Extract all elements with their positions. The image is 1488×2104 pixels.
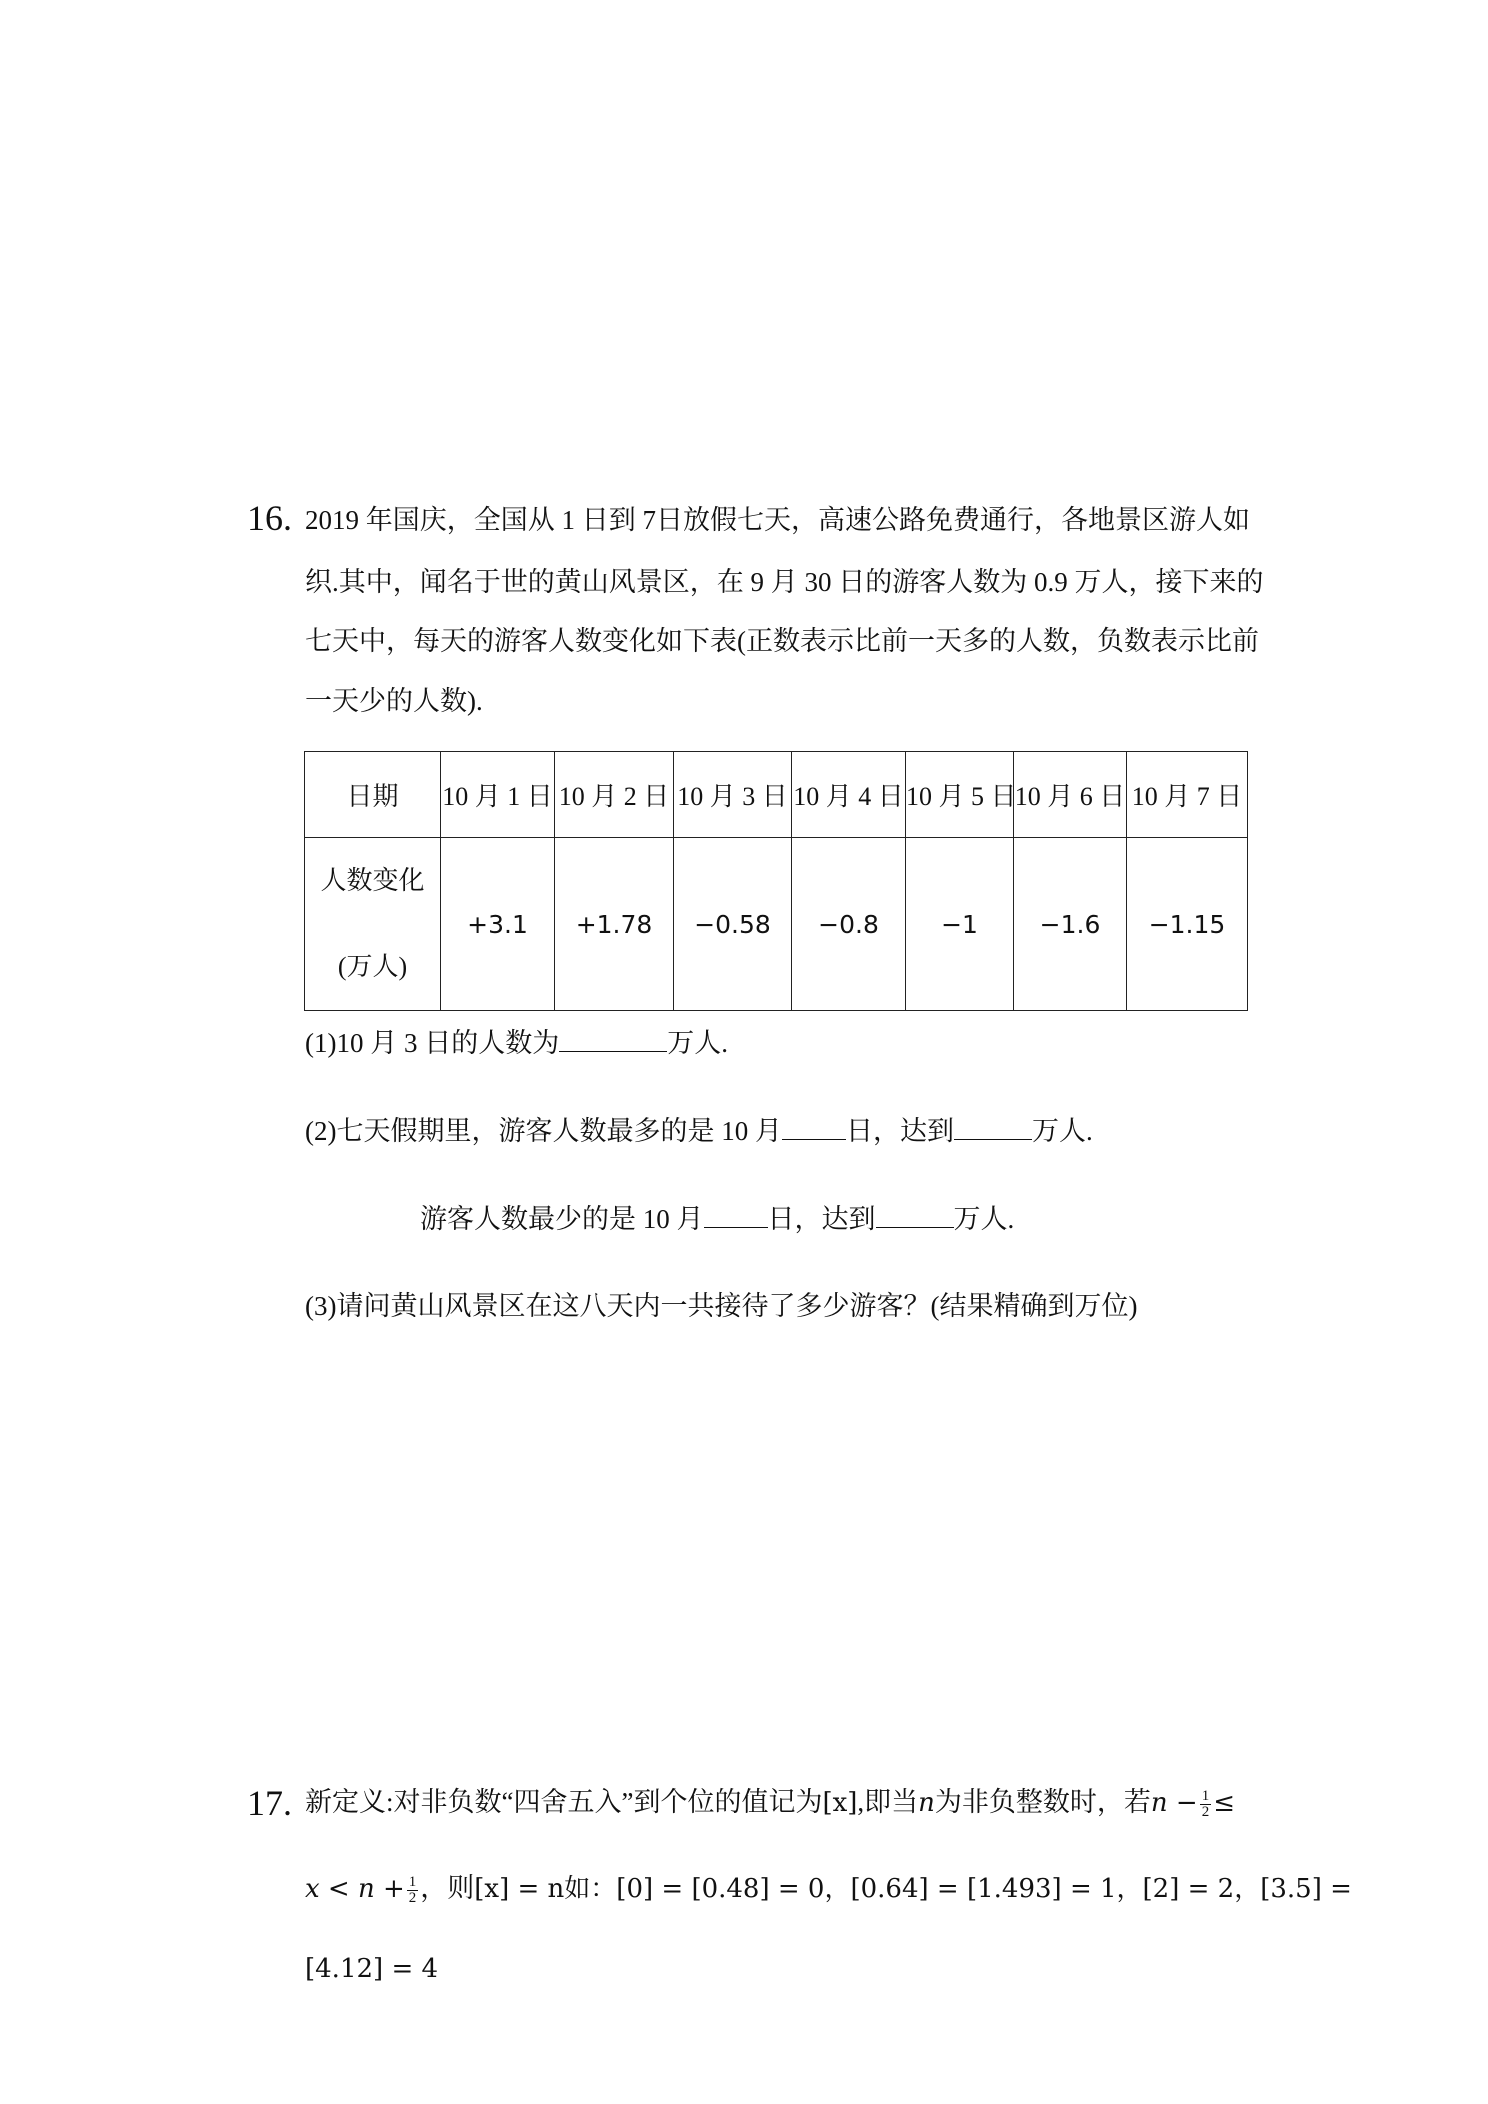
answer-blank[interactable] — [782, 1113, 846, 1140]
change-header-unit: (万人) — [337, 952, 408, 981]
fraction-denominator: 2 — [1201, 1804, 1210, 1821]
q17-fraction-half — [407, 1875, 419, 1906]
q17-var-n: n — [918, 1788, 935, 1818]
visitor-change-table — [304, 751, 1248, 1011]
change-cell: −1 — [906, 838, 1014, 1011]
date-cell: 10 月 6 日 — [1014, 752, 1127, 838]
sub-question-2-least-middle: 日，达到 — [767, 1204, 876, 1234]
q17-examples: 如：[0] = [0.48] = 0，[0.64] = [1.493] = 1，[2] = 2，[3.5] = — [564, 1874, 1352, 1904]
question-16-text-line-1: 2019 年国庆，全国从 1 日到 7日放假七天，高速公路免费通行，各地景区游人如 — [305, 505, 1250, 535]
change-cell: −1.6 — [1014, 838, 1127, 1011]
sub-question-1-prefix: (1)10 月 3 日的人数为 — [305, 1028, 560, 1058]
q17-fraction-half — [1200, 1789, 1212, 1820]
q17-text-when: ,即当 — [857, 1787, 919, 1817]
change-cell: −0.58 — [674, 838, 792, 1011]
q17-bracket-x: [x] — [822, 1788, 858, 1818]
answer-blank[interactable] — [954, 1113, 1032, 1140]
sub-question-1 — [305, 1025, 728, 1059]
sub-question-2-least-prefix: 游客人数最少的是 10 月 — [420, 1204, 704, 1234]
answer-blank[interactable] — [876, 1201, 954, 1228]
q17-text-then: ，则 — [420, 1873, 475, 1903]
date-cell: 10 月 1 日 — [441, 752, 555, 838]
q17-example-last: [4.12] = 4 — [305, 1954, 439, 1984]
q17-expr-n-minus: n − — [1150, 1788, 1198, 1818]
date-header-cell: 日期 — [305, 752, 441, 838]
sub-question-2-most — [305, 1113, 1093, 1147]
date-cell: 10 月 4 日 — [792, 752, 906, 838]
change-cell: −1.15 — [1127, 838, 1248, 1011]
change-cell: +3.1 — [441, 838, 555, 1011]
q17-definition-text: 新定义:对非负数“四舍五入”到个位的值记为 — [305, 1787, 823, 1817]
answer-blank[interactable] — [704, 1201, 768, 1228]
question-16-text-line-4: 一天少的人数). — [305, 686, 483, 716]
fraction-denominator: 2 — [408, 1890, 417, 1907]
sub-question-1-suffix: 万人. — [667, 1028, 728, 1058]
change-cell: −0.8 — [792, 838, 906, 1011]
fraction-numerator: 1 — [1201, 1788, 1210, 1805]
sub-question-2-least — [420, 1201, 1014, 1235]
question-17-line-1 — [305, 1786, 1235, 1820]
question-17-line-2 — [305, 1872, 1352, 1906]
q17-le-sign: ≤ — [1213, 1788, 1236, 1818]
date-row — [305, 752, 1248, 838]
question-17-line-3 — [305, 1952, 438, 1985]
q17-text-nonneg-int: 为非负整数时，若 — [934, 1787, 1151, 1817]
date-cell: 10 月 2 日 — [555, 752, 674, 838]
sub-question-2-most-prefix: (2)七天假期里，游客人数最多的是 10 月 — [305, 1116, 782, 1146]
q17-eq-x-n: [x] = n — [474, 1874, 565, 1904]
sub-question-2-most-suffix: 万人. — [1031, 1116, 1093, 1146]
answer-blank[interactable] — [559, 1025, 667, 1052]
date-cell: 10 月 7 日 — [1127, 752, 1248, 838]
q17-expr-x-lt-n-plus: x < n + — [305, 1874, 405, 1904]
sub-question-2-most-middle: 日，达到 — [845, 1116, 954, 1146]
sub-question-2-least-suffix: 万人. — [953, 1204, 1015, 1234]
change-header-label: 人数变化 — [320, 866, 425, 895]
date-cell: 10 月 5 日 — [906, 752, 1014, 838]
change-header-cell — [305, 838, 441, 1011]
fraction-numerator: 1 — [408, 1874, 417, 1891]
question-16-text-line-3: 七天中，每天的游客人数变化如下表(正数表示比前一天多的人数，负数表示比前 — [305, 626, 1259, 656]
question-16-text-line-2: 织.其中，闻名于世的黄山风景区，在 9 月 30 日的游客人数为 0.9 万人，接下来的 — [305, 567, 1264, 597]
question-17-number: 17. — [247, 1783, 292, 1823]
question-16-number: 16. — [247, 498, 292, 538]
date-cell: 10 月 3 日 — [674, 752, 792, 838]
change-cell: +1.78 — [555, 838, 674, 1011]
sub-question-3: (3)请问黄山风景区在这八天内一共接待了多少游客？(结果精确到万位) — [305, 1291, 1138, 1321]
change-row — [305, 838, 1248, 1011]
